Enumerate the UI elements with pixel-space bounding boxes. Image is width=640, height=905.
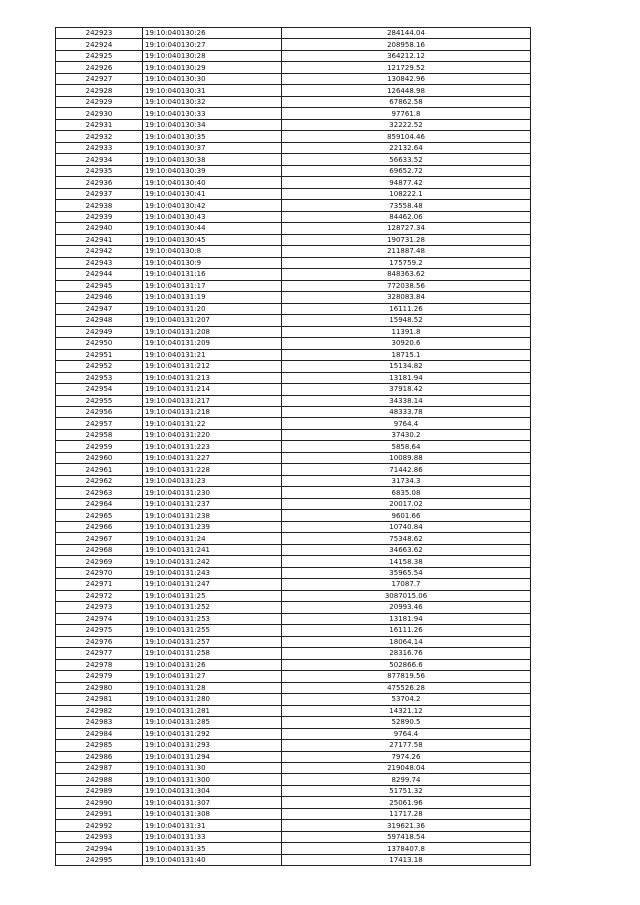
- amount-cell: 52890.5: [282, 717, 531, 728]
- table-row: [56, 234, 531, 245]
- row-number-cell: 242988: [56, 774, 143, 785]
- amount-cell: 75348.62: [282, 533, 531, 544]
- row-number-cell: 242963: [56, 487, 143, 498]
- cadastral-number-cell: 19:10:040131:255: [143, 625, 282, 636]
- cadastral-number-cell: 19:10:040131:252: [143, 602, 282, 613]
- cadastral-number-cell: 19:10:040131:253: [143, 613, 282, 624]
- cadastral-number-cell: 19:10:040130:37: [143, 142, 282, 153]
- amount-cell: 11391.8: [282, 326, 531, 337]
- table-row: [56, 280, 531, 291]
- table-row: [56, 165, 531, 176]
- amount-cell: 15948.52: [282, 315, 531, 326]
- row-number-cell: 242949: [56, 326, 143, 337]
- cadastral-number-cell: 19:10:040131:214: [143, 384, 282, 395]
- cadastral-number-cell: 19:10:040130:40: [143, 177, 282, 188]
- amount-cell: 51751.32: [282, 785, 531, 796]
- row-number-cell: 242993: [56, 831, 143, 842]
- cadastral-number-cell: 19:10:040130:26: [143, 28, 282, 39]
- amount-cell: 17087.7: [282, 579, 531, 590]
- row-number-cell: 242971: [56, 579, 143, 590]
- cadastral-number-cell: 19:10:040130:39: [143, 165, 282, 176]
- amount-cell: 67862.58: [282, 96, 531, 107]
- table-row: [56, 384, 531, 395]
- amount-cell: 34663.62: [282, 544, 531, 555]
- cadastral-number-cell: 19:10:040131:238: [143, 510, 282, 521]
- amount-cell: 37918.42: [282, 384, 531, 395]
- amount-cell: 8299.74: [282, 774, 531, 785]
- table-row: [56, 108, 531, 119]
- table-row: [56, 763, 531, 774]
- amount-cell: 475526.28: [282, 682, 531, 693]
- table-row: [56, 292, 531, 303]
- amount-cell: 848363.62: [282, 269, 531, 280]
- table-row: [56, 659, 531, 670]
- table-row: [56, 498, 531, 509]
- row-number-cell: 242964: [56, 498, 143, 509]
- amount-cell: 16111.26: [282, 625, 531, 636]
- table-body: [56, 28, 531, 866]
- amount-cell: 328083.84: [282, 292, 531, 303]
- cadastral-number-cell: 19:10:040131:28: [143, 682, 282, 693]
- amount-cell: 219048.04: [282, 763, 531, 774]
- table-row: [56, 211, 531, 222]
- table-row: [56, 452, 531, 463]
- cadastral-number-cell: 19:10:040130:30: [143, 73, 282, 84]
- table-row: [56, 177, 531, 188]
- cadastral-number-cell: 19:10:040131:308: [143, 808, 282, 819]
- table-row: [56, 96, 531, 107]
- row-number-cell: 242928: [56, 85, 143, 96]
- cadastral-number-cell: 19:10:040130:42: [143, 200, 282, 211]
- cadastral-number-cell: 19:10:040131:230: [143, 487, 282, 498]
- amount-cell: 16111.26: [282, 303, 531, 314]
- table-row: [56, 429, 531, 440]
- row-number-cell: 242987: [56, 763, 143, 774]
- amount-cell: 175759.2: [282, 257, 531, 268]
- cadastral-number-cell: 19:10:040131:213: [143, 372, 282, 383]
- amount-cell: 71442.86: [282, 464, 531, 475]
- amount-cell: 31734.3: [282, 475, 531, 486]
- table-row: [56, 361, 531, 372]
- row-number-cell: 242986: [56, 751, 143, 762]
- cadastral-number-cell: 19:10:040131:218: [143, 406, 282, 417]
- row-number-cell: 242973: [56, 602, 143, 613]
- table-row: [56, 487, 531, 498]
- table-row: [56, 843, 531, 854]
- amount-cell: 56633.52: [282, 154, 531, 165]
- table-row: [56, 521, 531, 532]
- amount-cell: 208958.16: [282, 39, 531, 50]
- amount-cell: 13181.94: [282, 372, 531, 383]
- amount-cell: 108222.1: [282, 188, 531, 199]
- row-number-cell: 242989: [56, 785, 143, 796]
- amount-cell: 17413.18: [282, 854, 531, 865]
- amount-cell: 126448.98: [282, 85, 531, 96]
- table-row: [56, 567, 531, 578]
- row-number-cell: 242948: [56, 315, 143, 326]
- row-number-cell: 242976: [56, 636, 143, 647]
- table-row: [56, 682, 531, 693]
- table-row: [56, 774, 531, 785]
- amount-cell: 35965.54: [282, 567, 531, 578]
- cadastral-number-cell: 19:10:040131:239: [143, 521, 282, 532]
- amount-cell: 364212.12: [282, 50, 531, 61]
- cadastral-number-cell: 19:10:040131:237: [143, 498, 282, 509]
- row-number-cell: 242947: [56, 303, 143, 314]
- table-row: [56, 785, 531, 796]
- amount-cell: 11717.28: [282, 808, 531, 819]
- row-number-cell: 242936: [56, 177, 143, 188]
- cadastral-number-cell: 19:10:040131:26: [143, 659, 282, 670]
- row-number-cell: 242923: [56, 28, 143, 39]
- cadastral-number-cell: 19:10:040130:41: [143, 188, 282, 199]
- row-number-cell: 242960: [56, 452, 143, 463]
- row-number-cell: 242972: [56, 590, 143, 601]
- table-row: [56, 808, 531, 819]
- row-number-cell: 242957: [56, 418, 143, 429]
- table-row: [56, 602, 531, 613]
- row-number-cell: 242933: [56, 142, 143, 153]
- row-number-cell: 242977: [56, 648, 143, 659]
- table-row: [56, 717, 531, 728]
- cadastral-number-cell: 19:10:040131:207: [143, 315, 282, 326]
- cadastral-number-cell: 19:10:040131:280: [143, 694, 282, 705]
- row-number-cell: 242966: [56, 521, 143, 532]
- table-row: [56, 625, 531, 636]
- amount-cell: 18715.1: [282, 349, 531, 360]
- cadastral-number-cell: 19:10:040131:220: [143, 429, 282, 440]
- cadastral-number-cell: 19:10:040131:294: [143, 751, 282, 762]
- amount-cell: 6835.08: [282, 487, 531, 498]
- cadastral-number-cell: 19:10:040131:242: [143, 556, 282, 567]
- row-number-cell: 242941: [56, 234, 143, 245]
- cadastral-number-cell: 19:10:040130:43: [143, 211, 282, 222]
- row-number-cell: 242926: [56, 62, 143, 73]
- row-number-cell: 242934: [56, 154, 143, 165]
- cadastral-number-cell: 19:10:040131:300: [143, 774, 282, 785]
- table-row: [56, 671, 531, 682]
- cadastral-number-cell: 19:10:040130:35: [143, 131, 282, 142]
- amount-cell: 22132.64: [282, 142, 531, 153]
- table-row: [56, 406, 531, 417]
- row-number-cell: 242994: [56, 843, 143, 854]
- table-row: [56, 349, 531, 360]
- table-row: [56, 315, 531, 326]
- table-row: [56, 28, 531, 39]
- row-number-cell: 242985: [56, 740, 143, 751]
- cadastral-number-cell: 19:10:040131:209: [143, 338, 282, 349]
- row-number-cell: 242944: [56, 269, 143, 280]
- amount-cell: 877819.56: [282, 671, 531, 682]
- row-number-cell: 242952: [56, 361, 143, 372]
- cadastral-number-cell: 19:10:040130:8: [143, 246, 282, 257]
- row-number-cell: 242953: [56, 372, 143, 383]
- table-row: [56, 797, 531, 808]
- table-row: [56, 831, 531, 842]
- cadastral-number-cell: 19:10:040131:281: [143, 705, 282, 716]
- row-number-cell: 242937: [56, 188, 143, 199]
- amount-cell: 14158.38: [282, 556, 531, 567]
- cadastral-number-cell: 19:10:040131:24: [143, 533, 282, 544]
- row-number-cell: 242990: [56, 797, 143, 808]
- amount-cell: 28316.76: [282, 648, 531, 659]
- amount-cell: 25061.96: [282, 797, 531, 808]
- row-number-cell: 242984: [56, 728, 143, 739]
- table-row: [56, 475, 531, 486]
- row-number-cell: 242925: [56, 50, 143, 61]
- cadastral-number-cell: 19:10:040131:212: [143, 361, 282, 372]
- amount-cell: 319621.36: [282, 820, 531, 831]
- cadastral-number-cell: 19:10:040131:25: [143, 590, 282, 601]
- table-row: [56, 510, 531, 521]
- table-row: [56, 73, 531, 84]
- amount-cell: 597418.54: [282, 831, 531, 842]
- cadastral-number-cell: 19:10:040131:292: [143, 728, 282, 739]
- amount-cell: 48333.78: [282, 406, 531, 417]
- cadastral-number-cell: 19:10:040131:285: [143, 717, 282, 728]
- amount-cell: 1378407.8: [282, 843, 531, 854]
- cadastral-number-cell: 19:10:040130:44: [143, 223, 282, 234]
- row-number-cell: 242943: [56, 257, 143, 268]
- cadastral-number-cell: 19:10:040131:241: [143, 544, 282, 555]
- cadastral-number-cell: 19:10:040131:247: [143, 579, 282, 590]
- cadastral-number-cell: 19:10:040131:304: [143, 785, 282, 796]
- table-row: [56, 200, 531, 211]
- table-row: [56, 464, 531, 475]
- table-row: [56, 590, 531, 601]
- table-row: [56, 441, 531, 452]
- amount-cell: 84462.06: [282, 211, 531, 222]
- cadastral-number-cell: 19:10:040131:35: [143, 843, 282, 854]
- amount-cell: 97761.8: [282, 108, 531, 119]
- amount-cell: 94877.42: [282, 177, 531, 188]
- table-row: [56, 854, 531, 865]
- row-number-cell: 242968: [56, 544, 143, 555]
- amount-cell: 772038.56: [282, 280, 531, 291]
- row-number-cell: 242967: [56, 533, 143, 544]
- table-row: [56, 257, 531, 268]
- cadastral-number-cell: 19:10:040131:257: [143, 636, 282, 647]
- cadastral-number-cell: 19:10:040130:32: [143, 96, 282, 107]
- table-row: [56, 648, 531, 659]
- row-number-cell: 242970: [56, 567, 143, 578]
- row-number-cell: 242995: [56, 854, 143, 865]
- amount-cell: 128727.34: [282, 223, 531, 234]
- amount-cell: 20993.46: [282, 602, 531, 613]
- cadastral-number-cell: 19:10:040131:21: [143, 349, 282, 360]
- cadastral-number-cell: 19:10:040131:243: [143, 567, 282, 578]
- cadastral-value-table: [55, 27, 531, 866]
- amount-cell: 5858.64: [282, 441, 531, 452]
- row-number-cell: 242979: [56, 671, 143, 682]
- row-number-cell: 242940: [56, 223, 143, 234]
- table-row: [56, 544, 531, 555]
- amount-cell: 9764.4: [282, 728, 531, 739]
- amount-cell: 18064.14: [282, 636, 531, 647]
- cadastral-number-cell: 19:10:040130:34: [143, 119, 282, 130]
- row-number-cell: 242961: [56, 464, 143, 475]
- row-number-cell: 242942: [56, 246, 143, 257]
- row-number-cell: 242955: [56, 395, 143, 406]
- amount-cell: 9764.4: [282, 418, 531, 429]
- row-number-cell: 242927: [56, 73, 143, 84]
- amount-cell: 121729.52: [282, 62, 531, 73]
- cadastral-number-cell: 19:10:040131:40: [143, 854, 282, 865]
- cadastral-number-cell: 19:10:040130:28: [143, 50, 282, 61]
- row-number-cell: 242938: [56, 200, 143, 211]
- table-row: [56, 820, 531, 831]
- cadastral-number-cell: 19:10:040131:17: [143, 280, 282, 291]
- table-row: [56, 269, 531, 280]
- row-number-cell: 242978: [56, 659, 143, 670]
- cadastral-number-cell: 19:10:040130:9: [143, 257, 282, 268]
- row-number-cell: 242939: [56, 211, 143, 222]
- row-number-cell: 242930: [56, 108, 143, 119]
- row-number-cell: 242945: [56, 280, 143, 291]
- cadastral-number-cell: 19:10:040130:38: [143, 154, 282, 165]
- cadastral-number-cell: 19:10:040131:19: [143, 292, 282, 303]
- amount-cell: 10089.88: [282, 452, 531, 463]
- cadastral-number-cell: 19:10:040130:31: [143, 85, 282, 96]
- row-number-cell: 242954: [56, 384, 143, 395]
- cadastral-number-cell: 19:10:040131:23: [143, 475, 282, 486]
- table-row: [56, 142, 531, 153]
- amount-cell: 30920.6: [282, 338, 531, 349]
- row-number-cell: 242924: [56, 39, 143, 50]
- cadastral-number-cell: 19:10:040131:228: [143, 464, 282, 475]
- table-row: [56, 728, 531, 739]
- cadastral-number-cell: 19:10:040131:20: [143, 303, 282, 314]
- table-row: [56, 326, 531, 337]
- cadastral-number-cell: 19:10:040131:293: [143, 740, 282, 751]
- amount-cell: 20017.02: [282, 498, 531, 509]
- table-row: [56, 418, 531, 429]
- amount-cell: 34338.14: [282, 395, 531, 406]
- row-number-cell: 242965: [56, 510, 143, 521]
- table-row: [56, 154, 531, 165]
- row-number-cell: 242956: [56, 406, 143, 417]
- table-row: [56, 395, 531, 406]
- cadastral-number-cell: 19:10:040131:227: [143, 452, 282, 463]
- row-number-cell: 242982: [56, 705, 143, 716]
- row-number-cell: 242946: [56, 292, 143, 303]
- row-number-cell: 242958: [56, 429, 143, 440]
- cadastral-number-cell: 19:10:040131:22: [143, 418, 282, 429]
- cadastral-number-cell: 19:10:040131:307: [143, 797, 282, 808]
- table-row: [56, 740, 531, 751]
- row-number-cell: 242980: [56, 682, 143, 693]
- amount-cell: 211887.48: [282, 246, 531, 257]
- cadastral-number-cell: 19:10:040130:29: [143, 62, 282, 73]
- row-number-cell: 242962: [56, 475, 143, 486]
- amount-cell: 69652.72: [282, 165, 531, 176]
- amount-cell: 13181.94: [282, 613, 531, 624]
- cadastral-number-cell: 19:10:040131:208: [143, 326, 282, 337]
- amount-cell: 14321.12: [282, 705, 531, 716]
- row-number-cell: 242992: [56, 820, 143, 831]
- table-row: [56, 338, 531, 349]
- table-row: [56, 223, 531, 234]
- amount-cell: 37430.2: [282, 429, 531, 440]
- table-row: [56, 131, 531, 142]
- table-row: [56, 705, 531, 716]
- amount-cell: 859104.46: [282, 131, 531, 142]
- cadastral-number-cell: 19:10:040131:16: [143, 269, 282, 280]
- amount-cell: 130842.96: [282, 73, 531, 84]
- table-row: [56, 50, 531, 61]
- row-number-cell: 242929: [56, 96, 143, 107]
- row-number-cell: 242931: [56, 119, 143, 130]
- table-row: [56, 303, 531, 314]
- cadastral-number-cell: 19:10:040131:223: [143, 441, 282, 452]
- cadastral-number-cell: 19:10:040131:31: [143, 820, 282, 831]
- amount-cell: 73558.48: [282, 200, 531, 211]
- table-row: [56, 613, 531, 624]
- table-row: [56, 579, 531, 590]
- cadastral-number-cell: 19:10:040131:27: [143, 671, 282, 682]
- row-number-cell: 242951: [56, 349, 143, 360]
- amount-cell: 502866.6: [282, 659, 531, 670]
- row-number-cell: 242969: [56, 556, 143, 567]
- amount-cell: 284144.04: [282, 28, 531, 39]
- cadastral-number-cell: 19:10:040131:258: [143, 648, 282, 659]
- cadastral-number-cell: 19:10:040131:217: [143, 395, 282, 406]
- amount-cell: 3087015.06: [282, 590, 531, 601]
- cadastral-number-cell: 19:10:040130:45: [143, 234, 282, 245]
- amount-cell: 53704.2: [282, 694, 531, 705]
- table-row: [56, 751, 531, 762]
- table-row: [56, 62, 531, 73]
- table-row: [56, 533, 531, 544]
- amount-cell: 9601.66: [282, 510, 531, 521]
- row-number-cell: 242950: [56, 338, 143, 349]
- table-row: [56, 188, 531, 199]
- amount-cell: 190731.28: [282, 234, 531, 245]
- row-number-cell: 242974: [56, 613, 143, 624]
- row-number-cell: 242959: [56, 441, 143, 452]
- cadastral-number-cell: 19:10:040130:33: [143, 108, 282, 119]
- table-row: [56, 39, 531, 50]
- row-number-cell: 242991: [56, 808, 143, 819]
- row-number-cell: 242981: [56, 694, 143, 705]
- amount-cell: 27177.58: [282, 740, 531, 751]
- table-row: [56, 119, 531, 130]
- row-number-cell: 242975: [56, 625, 143, 636]
- amount-cell: 10740.84: [282, 521, 531, 532]
- row-number-cell: 242932: [56, 131, 143, 142]
- table-row: [56, 694, 531, 705]
- table-row: [56, 372, 531, 383]
- table-row: [56, 556, 531, 567]
- cadastral-number-cell: 19:10:040131:30: [143, 763, 282, 774]
- row-number-cell: 242935: [56, 165, 143, 176]
- table-row: [56, 85, 531, 96]
- row-number-cell: 242983: [56, 717, 143, 728]
- amount-cell: 7974.26: [282, 751, 531, 762]
- table-row: [56, 636, 531, 647]
- cadastral-number-cell: 19:10:040130:27: [143, 39, 282, 50]
- cadastral-number-cell: 19:10:040131:33: [143, 831, 282, 842]
- amount-cell: 32222.52: [282, 119, 531, 130]
- table-row: [56, 246, 531, 257]
- amount-cell: 15134.82: [282, 361, 531, 372]
